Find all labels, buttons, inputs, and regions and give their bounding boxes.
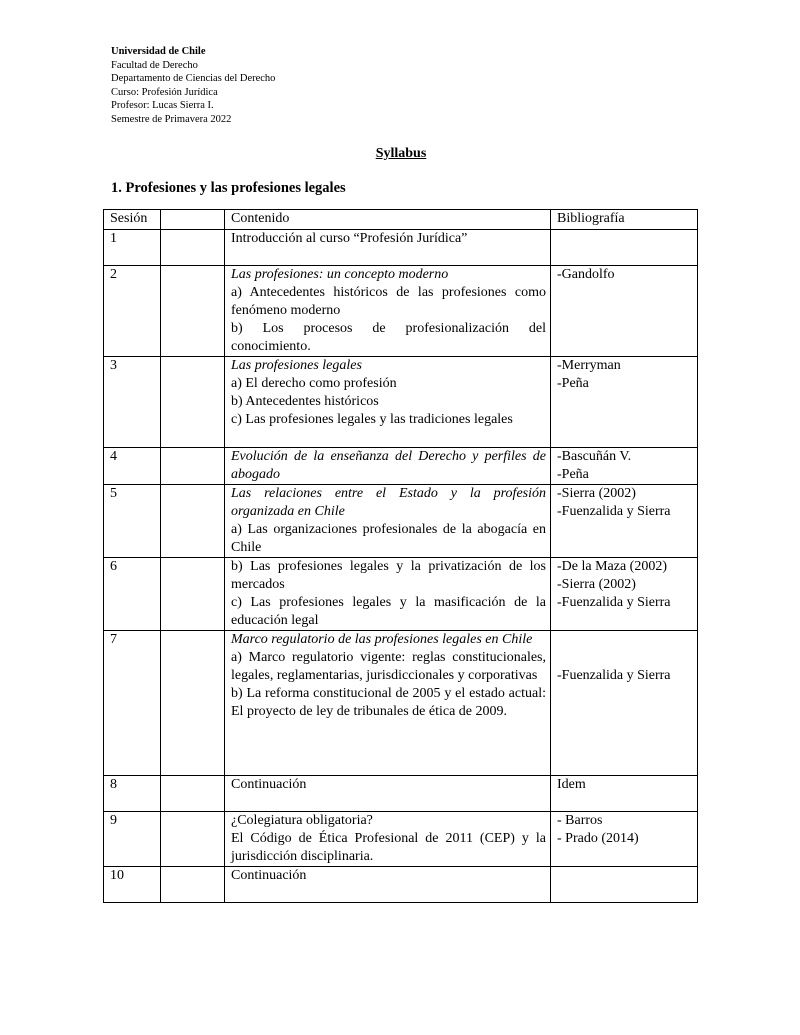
department-name: Departamento de Ciencias del Derecho (111, 73, 276, 84)
university-name: Universidad de Chile (111, 46, 206, 57)
bibliography-entry: Idem (557, 777, 586, 792)
table-row (104, 776, 698, 812)
content-point: c) Las profesiones legales y la masificación de la educación legal (231, 595, 546, 628)
document-header (111, 45, 275, 126)
bibliography-entry: -Bascuñán V. (557, 449, 632, 464)
session-number: 2 (104, 266, 161, 357)
bibliography-entry: -Fuenzalida y Sierra (557, 668, 671, 683)
session-number: 4 (104, 448, 161, 485)
session-number: 10 (104, 867, 161, 903)
bibliography-cell (551, 812, 698, 867)
bibliography-entry: -Fuenzalida y Sierra (557, 504, 671, 519)
content-point: a) El derecho como profesión (231, 376, 397, 391)
session-number: 7 (104, 631, 161, 776)
session-topic: Las relaciones entre el Estado y la profesión organizada en Chile (231, 486, 546, 519)
content-cell (225, 230, 551, 266)
blank-cell (161, 558, 225, 631)
header-blank (161, 210, 225, 230)
table-row (104, 485, 698, 558)
bibliography-cell (551, 266, 698, 357)
blank-cell (161, 776, 225, 812)
content-cell (225, 357, 551, 448)
content-point: Introducción al curso “Profesión Jurídica” (231, 231, 468, 246)
content-cell (225, 631, 551, 776)
course-name: Curso: Profesión Jurídica (111, 86, 218, 98)
bibliography-entry: - Barros (557, 813, 603, 828)
session-topic: Las profesiones legales (231, 358, 362, 373)
content-point: Continuación (231, 868, 307, 883)
content-point: a) Marco regulatorio vigente: reglas constitucionales, legales, reglamentarias, jurisdiccionales y corporativas (231, 650, 546, 683)
content-point: b) La reforma constitucional de 2005 y el estado actual: El proyecto de ley de tribunales de ética de 2009. (231, 686, 546, 719)
table-row (104, 867, 698, 903)
session-topic: Evolución de la enseñanza del Derecho y perfiles de abogado (231, 449, 546, 482)
content-cell (225, 867, 551, 903)
table-row (104, 230, 698, 266)
syllabus-table (103, 209, 698, 903)
section-heading: 1. Profesiones y las profesiones legales (111, 180, 346, 196)
bibliography-cell (551, 230, 698, 266)
content-cell (225, 776, 551, 812)
content-point: b) Antecedentes históricos (231, 394, 379, 409)
bibliography-cell (551, 357, 698, 448)
bibliography-entry: -Peña (557, 467, 589, 482)
header-content: Contenido (225, 210, 551, 230)
content-point: El Código de Ética Profesional de 2011 (CEP) y la jurisdicción disciplinaria. (231, 831, 546, 864)
bibliography-cell (551, 776, 698, 812)
table-row (104, 558, 698, 631)
bibliography-entry: -Sierra (2002) (557, 486, 636, 501)
session-topic: Marco regulatorio de las profesiones legales en Chile (231, 632, 533, 647)
professor-name: Profesor: Lucas Sierra I. (111, 100, 214, 111)
content-point: b) Las profesiones legales y la privatización de los mercados (231, 559, 546, 592)
content-cell (225, 558, 551, 631)
blank-cell (161, 357, 225, 448)
content-point: a) Antecedentes históricos de las profesiones como fenómeno moderno (231, 285, 546, 318)
session-number: 8 (104, 776, 161, 812)
content-cell (225, 266, 551, 357)
bibliography-cell (551, 631, 698, 776)
bibliography-cell (551, 867, 698, 903)
bibliography-entry: -Gandolfo (557, 267, 615, 282)
blank-cell (161, 812, 225, 867)
blank-cell (161, 230, 225, 266)
bibliography-entry: -De la Maza (2002) (557, 559, 668, 574)
bibliography-entry: -Fuenzalida y Sierra (557, 595, 671, 610)
page-title: Syllabus (375, 146, 427, 161)
semester: Semestre de Primavera 2022 (111, 113, 232, 125)
table-row (104, 357, 698, 448)
content-point: a) Las organizaciones profesionales de la abogacía en Chile (231, 522, 546, 555)
bibliography-cell (551, 448, 698, 485)
session-number: 1 (104, 230, 161, 266)
bibliography-cell (551, 485, 698, 558)
bibliography-entry: -Merryman (557, 358, 621, 373)
table-row (104, 631, 698, 776)
session-number: 9 (104, 812, 161, 867)
table-header-row (104, 210, 698, 230)
table-row (104, 812, 698, 867)
blank-cell (161, 266, 225, 357)
blank-cell (161, 448, 225, 485)
content-point: Continuación (231, 777, 307, 792)
content-point: ¿Colegiatura obligatoria? (231, 813, 373, 828)
content-point: b) Los procesos de profesionalización del conocimiento. (231, 321, 546, 354)
content-point: c) Las profesiones legales y las tradiciones legales (231, 412, 513, 427)
header-session: Sesión (104, 210, 161, 230)
content-cell (225, 485, 551, 558)
session-number: 3 (104, 357, 161, 448)
session-number: 6 (104, 558, 161, 631)
bibliography-entry: - Prado (2014) (557, 831, 639, 846)
blank-cell (161, 631, 225, 776)
table-row (104, 266, 698, 357)
blank-cell (161, 485, 225, 558)
faculty-name: Facultad de Derecho (111, 59, 198, 71)
content-cell (225, 448, 551, 485)
bibliography-entry: -Peña (557, 376, 589, 391)
blank-cell (161, 867, 225, 903)
header-bibliography: Bibliografía (551, 210, 698, 230)
bibliography-cell (551, 558, 698, 631)
session-topic: Las profesiones: un concepto moderno (231, 267, 449, 282)
session-number: 5 (104, 485, 161, 558)
bibliography-entry: -Sierra (2002) (557, 577, 636, 592)
table-row (104, 448, 698, 485)
content-cell (225, 812, 551, 867)
